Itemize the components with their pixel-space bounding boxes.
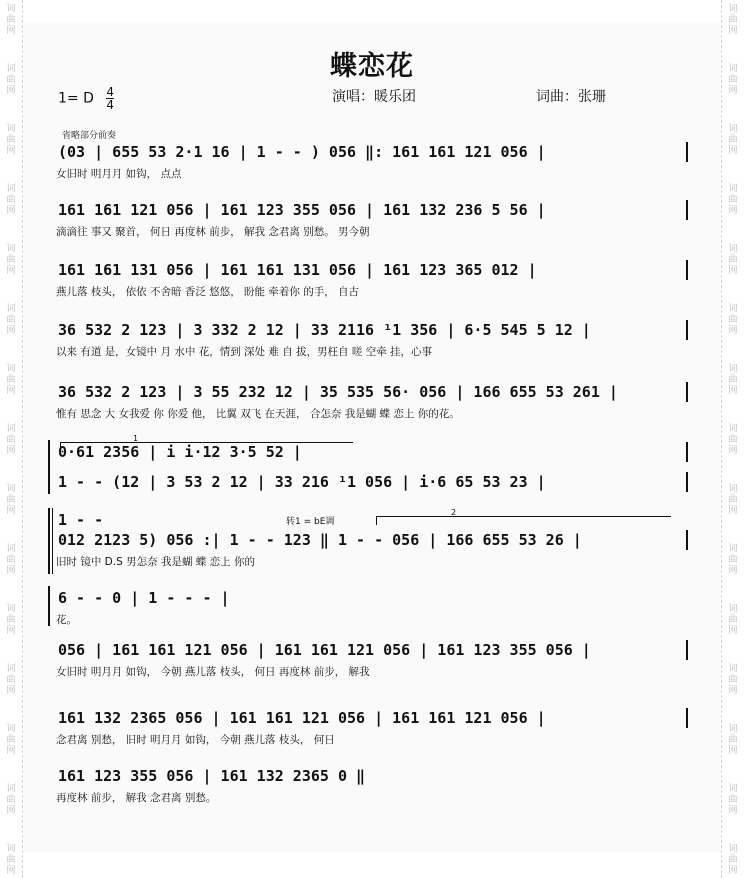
barline	[686, 472, 688, 492]
lyric-line: 再度林 前步， 解我 念君离 别愁。	[56, 792, 217, 804]
side-watermark: 词 曲 网	[728, 484, 738, 516]
side-watermark: 词 曲 网	[6, 664, 16, 696]
melody-line: 36 532 2 123 | 3 55 232 12 | 35 535 56· 056 | 166 655 53 261 |	[58, 383, 618, 401]
lyric-line: 燕儿落 枝头， 依依 不舍暗 香泛 悠悠， 盼能 牵着你 的手， 自古	[56, 286, 360, 298]
side-watermark: 词 曲 网	[728, 424, 738, 456]
side-watermark: 词 曲 网	[6, 124, 16, 156]
side-watermark: 词 曲 网	[6, 304, 16, 336]
barline	[686, 142, 688, 162]
side-watermark: 词 曲 网	[6, 484, 16, 516]
side-watermark: 词 曲 网	[6, 184, 16, 216]
melody-line: 0·61 2356 | i i·12 3·5 52 |	[58, 443, 302, 461]
lyric-line: 以来 有道 是，女镜中 月 水中 花，情到 深处 难 自 拔，男枉自 嗟 空牵 挂，心事	[56, 346, 433, 358]
lyric-line: 女旧时 明月月 如钩， 今朝 燕儿落 枝头， 何日 再度林 前步， 解我	[56, 666, 370, 678]
side-watermark: 词 曲 网	[728, 64, 738, 96]
side-watermark: 词 曲 网	[728, 244, 738, 276]
side-watermark: 词 曲 网	[728, 184, 738, 216]
side-watermark: 词 曲 网	[728, 4, 738, 36]
singer-credit: 演唱：暖乐团	[332, 89, 416, 105]
melody-line: 012 2123 5) 056 :| 1 - - 123 ‖ 1 - - 056 | 166 655 53 26 |	[58, 531, 582, 549]
barline	[686, 442, 688, 462]
side-watermark: 词 曲 网	[6, 64, 16, 96]
side-watermark: 词 曲 网	[728, 724, 738, 756]
system-bracket	[48, 440, 50, 494]
side-watermark: 词 曲 网	[6, 604, 16, 636]
barline	[686, 530, 688, 550]
side-watermark: 词 曲 网	[728, 844, 738, 876]
song-title: 蝶恋花	[330, 51, 414, 82]
barline	[686, 260, 688, 280]
side-watermark: 词 曲 网	[6, 364, 16, 396]
melody-line: 1 - -	[58, 511, 104, 529]
barline	[686, 200, 688, 220]
side-watermark: 词 曲 网	[728, 544, 738, 576]
time-sig-bottom: 4	[106, 98, 114, 112]
side-watermark: 词 曲 网	[6, 544, 16, 576]
barline	[686, 320, 688, 340]
side-watermark: 词 曲 网	[6, 784, 16, 816]
melody-line: 056 | 161 161 121 056 | 161 161 121 056 | 161 123 355 056 |	[58, 641, 591, 659]
lyric-line: 花。	[56, 614, 77, 626]
barline	[686, 640, 688, 660]
side-watermark: 词 曲 网	[6, 244, 16, 276]
barline	[686, 382, 688, 402]
system-bracket	[48, 508, 50, 574]
volta-bracket-2	[376, 508, 671, 525]
side-watermark: 词 曲 网	[728, 664, 738, 696]
lyric-line: 旧时 镜中 D.S 男怎奈 我是蝴 蝶 恋上 你的	[56, 556, 255, 568]
barline	[686, 708, 688, 728]
side-watermark: 词 曲 网	[728, 124, 738, 156]
key-label: 1= D	[58, 90, 94, 107]
system-bracket	[48, 586, 50, 626]
side-watermark: 词 曲 网	[728, 364, 738, 396]
melody-line: 161 161 121 056 | 161 123 355 056 | 161 132 236 5 56 |	[58, 201, 546, 219]
melody-line: 1 - - (12 | 3 53 2 12 | 33 216 ¹1 056 | i·6 65 53 23 |	[58, 473, 546, 491]
volta-2-label: 2	[451, 508, 457, 517]
lyric-line: 惟有 思念 大 女我爱 你 你爱 他， 比翼 双飞 在天涯， 合怎奈 我是蝴 蝶 恋上 你的花。	[56, 408, 460, 420]
melody-line: 161 161 131 056 | 161 161 131 056 | 161 123 365 012 |	[58, 261, 537, 279]
side-watermark: 词 曲 网	[728, 784, 738, 816]
side-watermark: 词 曲 网	[6, 844, 16, 876]
key-change-note: 转1 = bE调	[286, 517, 335, 527]
side-watermark: 词 曲 网	[728, 604, 738, 636]
intro-note: 省略部分前奏	[62, 131, 117, 141]
time-signature	[106, 86, 114, 111]
volta-1-label: 1	[133, 434, 139, 443]
lyric-line: 滴滴往 事又 聚首， 何日 再度林 前步， 解我 念君离 别愁。 男今朝	[56, 226, 370, 238]
melody-line: 161 132 2365 056 | 161 161 121 056 | 161 161 121 056 |	[58, 709, 546, 727]
composer-credit: 词曲：张珊	[536, 89, 606, 105]
melody-line: (03 | 655 53 2·1 16 | 1 - - ) 056 ‖: 161 161 121 056 |	[58, 143, 546, 161]
system-bracket-thin	[52, 508, 53, 574]
melody-line: 161 123 355 056 | 161 132 2365 0 ‖	[58, 767, 366, 785]
melody-line: 36 532 2 123 | 3 332 2 12 | 33 2116 ¹1 356 | 6·5 545 5 12 |	[58, 321, 591, 339]
lyric-line: 念君离 别愁， 旧时 明月月 如钩， 今朝 燕儿落 枝头， 何日	[56, 734, 335, 746]
side-watermark: 词 曲 网	[6, 424, 16, 456]
side-watermark: 词 曲 网	[728, 304, 738, 336]
key-signature	[58, 86, 114, 111]
time-sig-top: 4	[106, 85, 114, 99]
lyric-line: 女旧时 明月月 如钩， 点点	[56, 168, 182, 180]
melody-line: 6 - - 0 | 1 - - - |	[58, 589, 230, 607]
side-watermark: 词 曲 网	[6, 4, 16, 36]
side-watermark: 词 曲 网	[6, 724, 16, 756]
